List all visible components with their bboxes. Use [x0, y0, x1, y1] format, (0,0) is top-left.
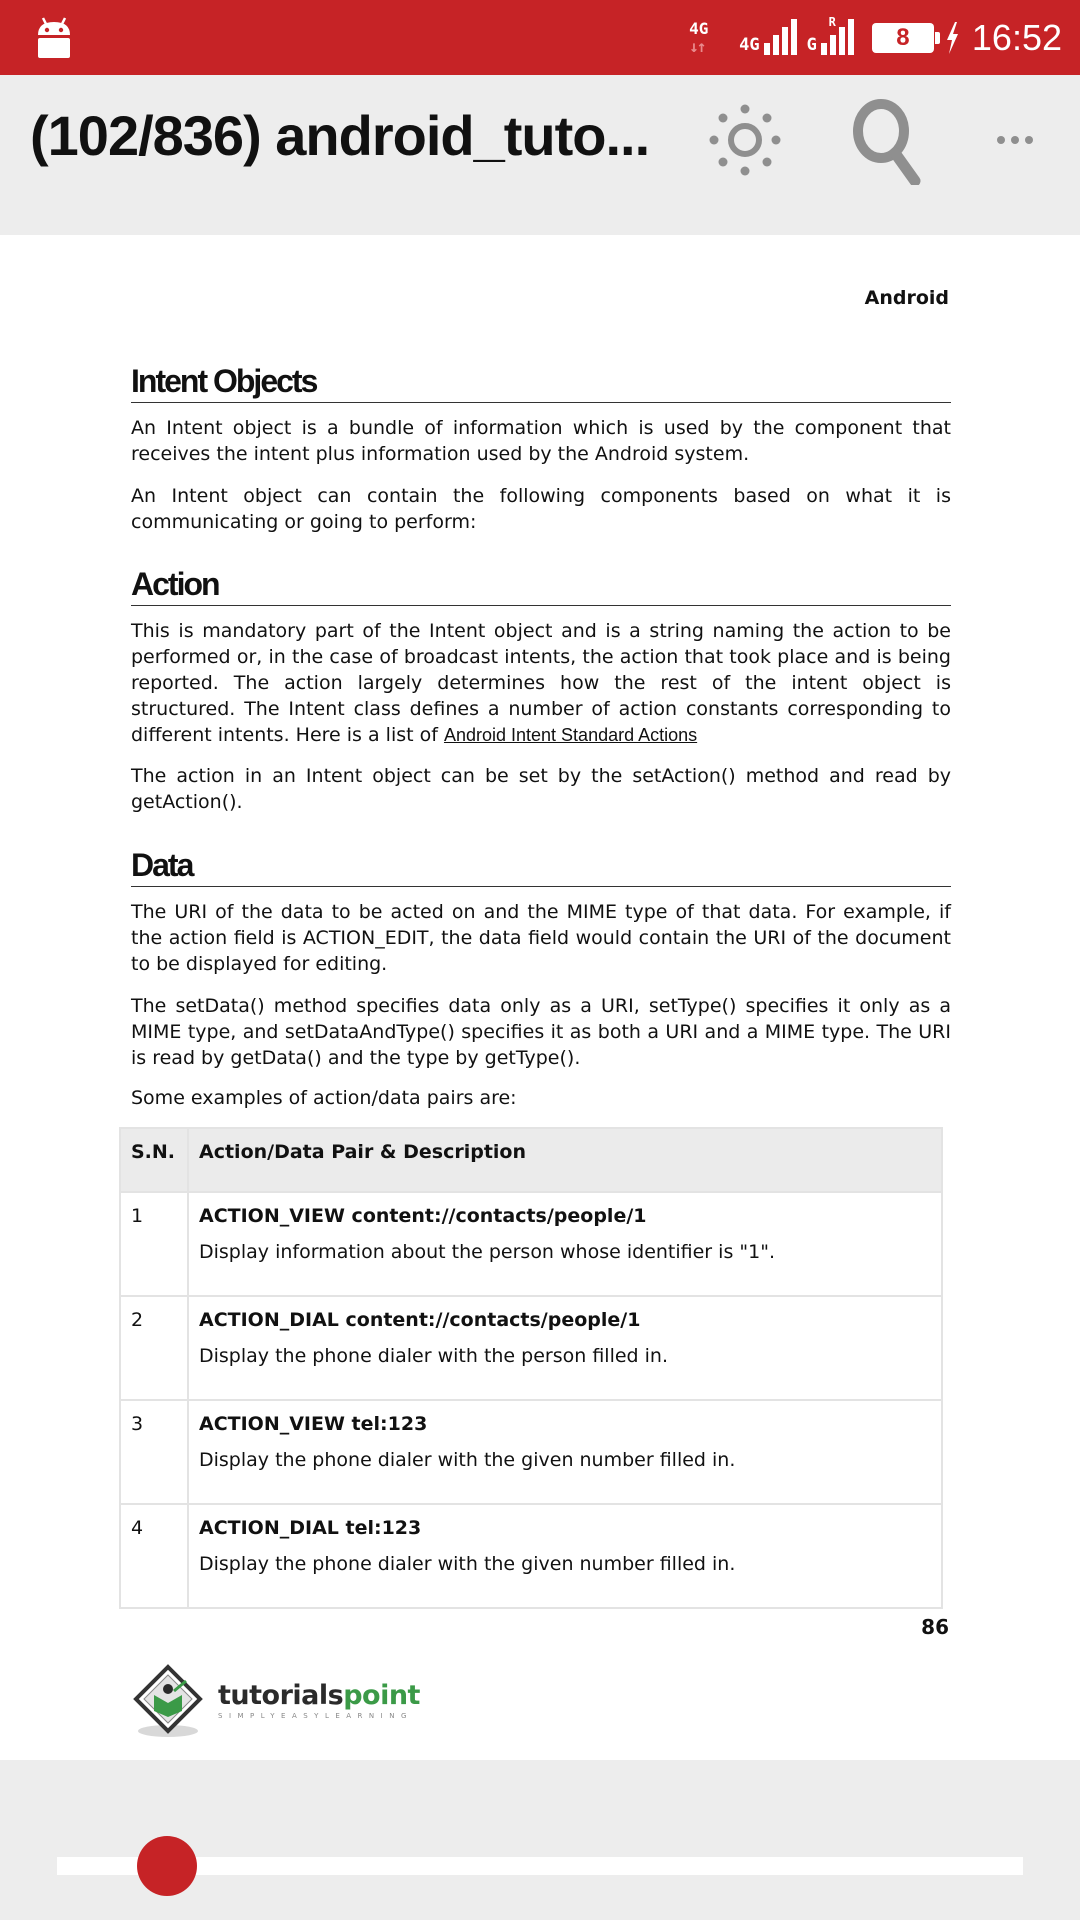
paragraph: The URI of the data to be acted on and the MIME type of that data. For example, if the action field is ACTION_EDIT, the data field would contain the URI of the document to be displayed for editing. [131, 901, 951, 975]
cell-description [188, 1296, 942, 1400]
battery-icon [872, 23, 934, 53]
column-header-description: Action/Data Pair & Description [188, 1128, 942, 1192]
paragraph: An Intent object is a bundle of information which is used by the component that receives the intent plus information used by the Android system. [131, 417, 951, 465]
table-row [120, 1192, 942, 1296]
section-heading: Data [131, 847, 951, 887]
row-desc: Display the phone dialer with the person filled in. [199, 1345, 669, 1367]
sim2-network-label: G [806, 34, 817, 55]
cell-description [188, 1192, 942, 1296]
signal-bars-icon [764, 19, 797, 55]
status-indicators [689, 0, 1062, 75]
page-slider-thumb[interactable] [137, 1836, 197, 1896]
paragraph: An Intent object can contain the following components based on what it is communicating or going to perform: [131, 485, 951, 533]
network-type-label: 4G [689, 18, 709, 38]
section-data [131, 847, 951, 887]
data-activity-indicator [689, 20, 729, 56]
logo-text [218, 1682, 420, 1720]
roaming-indicator: R [828, 14, 836, 29]
logo-wordmark [218, 1682, 420, 1710]
page-number: 86 [921, 1615, 949, 1639]
section-body [131, 618, 951, 748]
cell-sn: 4 [120, 1504, 188, 1608]
row-desc: Display information about the person whose identifier is "1". [199, 1241, 775, 1263]
column-header-sn: S.N. [120, 1128, 188, 1192]
cell-sn: 2 [120, 1296, 188, 1400]
table-header-row [120, 1128, 942, 1192]
page-slider-track[interactable] [57, 1857, 1023, 1875]
sim1-signal [739, 19, 796, 57]
search-icon[interactable] [845, 95, 930, 185]
row-title: ACTION_DIAL content://contacts/people/1 [199, 1309, 641, 1331]
section-body [131, 899, 951, 977]
logo-diamond-icon [130, 1661, 210, 1741]
logo-word-2: point [343, 1680, 420, 1711]
section-body [131, 483, 951, 535]
table-row [120, 1400, 942, 1504]
row-title: ACTION_DIAL tel:123 [199, 1517, 422, 1539]
section-action [131, 566, 951, 606]
paragraph: The setData() method specifies data only as a URI, setType() specifies it only as a MIME type, and setDataAndType() specifies it as both a URI and a MIME type. The URI is read by getData() and the type by getType(). [131, 995, 951, 1069]
standard-actions-link[interactable]: Android Intent Standard Actions [443, 725, 698, 745]
cell-description [188, 1504, 942, 1608]
logo-tagline: SIMPLYEASYLEARNING [218, 1712, 413, 1720]
signal-bars-icon [821, 19, 854, 55]
cell-sn: 3 [120, 1400, 188, 1504]
cell-sn: 1 [120, 1192, 188, 1296]
paragraph: Some examples of action/data pairs are: [131, 1087, 517, 1109]
table-row [120, 1504, 942, 1608]
data-arrows-icon: ↓↑ [689, 36, 705, 56]
paragraph-text: This is mandatory part of the Intent object and is a string naming the action to be performed or, in the case of broadcast intents, the action that took place and is being reported. The action largely determines how the rest of the intent object is structured. The Intent class defines a number of action constants corresponding to different intents. Here is a list of [131, 620, 951, 746]
battery-level: 8 [896, 23, 910, 51]
section-heading: Intent Objects [131, 363, 951, 403]
clock: 16:52 [971, 16, 1062, 58]
tutorialspoint-logo [130, 1655, 440, 1747]
sim1-network-label: 4G [739, 34, 760, 55]
page-navigation-bar [0, 1760, 1080, 1920]
status-bar [0, 0, 1080, 75]
section-body [131, 993, 951, 1071]
document-title: (102/836) android_tuto... [30, 104, 650, 167]
more-options-icon[interactable] [985, 95, 1045, 185]
cell-description [188, 1400, 942, 1504]
android-notification-icon [34, 16, 74, 58]
brightness-icon[interactable] [700, 95, 790, 185]
row-desc: Display the phone dialer with the given number filled in. [199, 1449, 736, 1471]
paragraph: The action in an Intent object can be set by the setAction() method and read by getAction(). [131, 765, 951, 813]
running-header: Android [864, 287, 949, 309]
pdf-page [0, 235, 1080, 1760]
row-title: ACTION_VIEW tel:123 [199, 1413, 428, 1435]
app-toolbar [0, 75, 1080, 235]
charging-bolt-icon [944, 22, 960, 54]
section-body [131, 415, 951, 467]
logo-word-1: tutorials [218, 1680, 344, 1711]
section-heading: Action [131, 566, 951, 606]
sim2-signal [806, 14, 854, 57]
table-row [120, 1296, 942, 1400]
section-body [131, 763, 951, 815]
row-desc: Display the phone dialer with the given number filled in. [199, 1553, 736, 1575]
row-title: ACTION_VIEW content://contacts/people/1 [199, 1205, 647, 1227]
action-data-table [119, 1127, 943, 1609]
paragraph [131, 618, 951, 748]
section-intent-objects [131, 363, 951, 403]
section-body [131, 1085, 951, 1111]
